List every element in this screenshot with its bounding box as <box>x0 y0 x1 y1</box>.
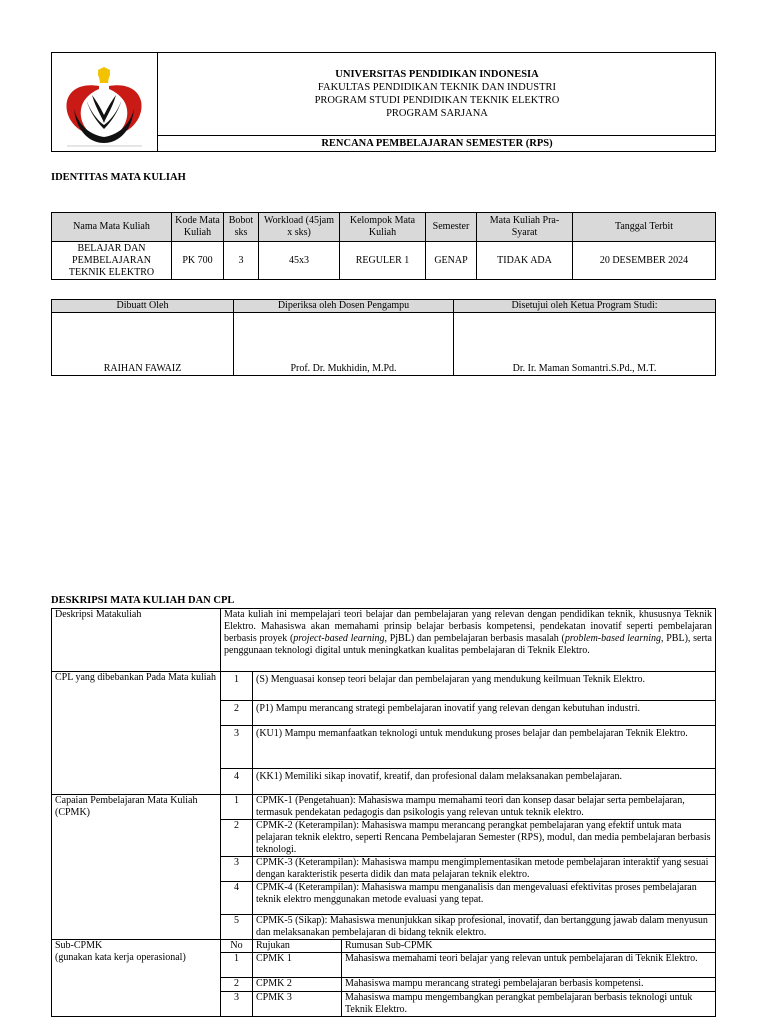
cpmk-number: 3 <box>221 857 253 882</box>
identity-section-title: IDENTITAS MATA KULIAH <box>51 172 186 183</box>
approval-signature-row <box>52 313 716 376</box>
cpmk-label: Capaian Pembelajaran Mata Kuliah (CPMK) <box>52 795 221 940</box>
identity-header-row <box>52 213 716 242</box>
description-part: , PBL), serta penggunaan teknologi digital untuk meningkatkan kualitas pembelajaran di Teknik Elektro. <box>224 633 712 656</box>
cpl-row <box>52 672 716 701</box>
sub-cpmk-number: 3 <box>221 992 253 1017</box>
program-name: PROGRAM STUDI PENDIDIKAN TEKNIK ELEKTRO <box>314 95 560 106</box>
identity-table <box>51 212 716 280</box>
sub-cpmk-label-line: Sub-CPMK <box>55 940 103 951</box>
identity-header-cell: Tanggal Terbit <box>573 213 716 242</box>
sub-cpmk-text: Mahasiswa mampu merancang strategi pembelajaran berbasis kompetensi. <box>342 978 716 992</box>
identity-value-row <box>52 242 716 280</box>
sub-cpmk-text: Mahasiswa memahami teori belajar yang relevan untuk pembelajaran di Teknik Elektro. <box>342 953 716 978</box>
header-divider <box>157 135 716 136</box>
approval-header-cell: Dibuatt Oleh <box>52 300 234 313</box>
identity-header-cell: Nama Mata Kuliah <box>52 213 172 242</box>
cpmk-text: CPMK-3 (Keterampilan): Mahasiswa mampu mengimplementasikan metode pembelajaran interaktif yang sesuai dengan karakteristik peserta didik dan mata pelajaran teknik elektro. <box>253 857 716 882</box>
sub-cpmk-reference: CPMK 1 <box>253 953 342 978</box>
cpmk-number: 1 <box>221 795 253 820</box>
sub-cpmk-label <box>52 940 221 1017</box>
sub-cpmk-header-cell: Rujukan <box>253 940 342 953</box>
cpl-label: CPL yang dibebankan Pada Mata kuliah <box>52 672 221 795</box>
sub-cpmk-label-hint: (gunakan kata kerja operasional) <box>55 952 186 963</box>
cpmk-text: CPMK-1 (Pengetahuan): Mahasiswa mampu memahami teori dan konsep dasar belajar serta pembelajaran, termasuk pendekatan pedagogis dan psikologis yang relevan untuk teknik elektro. <box>253 795 716 820</box>
identity-header-cell: Mata Kuliah Pra-Syarat <box>477 213 573 242</box>
cpmk-text: CPMK-2 (Keterampilan): Mahasiswa mampu merancang perangkat pembelajaran yang efektif untuk mata pelajaran teknik elektro, seperti Rencana Pembelajaran Semester (RPS), modul, dan media pembelajaran berbasis teknologi. <box>253 820 716 857</box>
identity-header-cell: Workload (45jam x sks) <box>259 213 340 242</box>
identity-header-cell: Semester <box>426 213 477 242</box>
lecturer-name: Prof. Dr. Mukhidin, M.Pd. <box>234 313 454 376</box>
head-of-program-name: Dr. Ir. Maman Somantri.S.Pd., M.T. <box>454 313 716 376</box>
university-name: UNIVERSITAS PENDIDIKAN INDONESIA <box>335 69 539 80</box>
description-table <box>51 608 716 1017</box>
logo-cell <box>52 53 158 151</box>
cpl-text: (KK1) Memiliki sikap inovatif, kreatif, dan profesional dalam melaksanakan pembelajaran. <box>253 769 716 795</box>
course-name: BELAJAR DAN PEMBELAJARAN TEKNIK ELEKTRO <box>52 242 172 280</box>
description-section-title: DESKRIPSI MATA KULIAH DAN CPL <box>51 595 235 606</box>
sub-cpmk-reference: CPMK 2 <box>253 978 342 992</box>
course-code: PK 700 <box>172 242 224 280</box>
identity-header-cell: Kelompok Mata Kuliah <box>340 213 426 242</box>
cpl-number: 3 <box>221 726 253 769</box>
sub-cpmk-header-cell: No <box>221 940 253 953</box>
cpl-text: (KU1) Mampu memanfaatkan teknologi untuk mendukung proses belajar dan pembelajaran Teknik Elektro. <box>253 726 716 769</box>
sub-cpmk-number: 1 <box>221 953 253 978</box>
description-part: , PjBL) dan pembelajaran berbasis masalah ( <box>384 633 565 644</box>
prerequisite: TIDAK ADA <box>477 242 573 280</box>
cpl-text: (S) Menguasai konsep teori belajar dan pembelajaran yang mendukung keilmuan Teknik Elektro. <box>253 672 716 701</box>
sub-cpmk-reference: CPMK 3 <box>253 992 342 1017</box>
description-row <box>52 609 716 672</box>
cpmk-text: CPMK-4 (Keterampilan): Mahasiswa mampu menganalisis dan mengevaluasi efektivitas proses pembelajaran teknik elektro menggunakan metode evaluasi yang tepat. <box>253 882 716 915</box>
description-emphasis: problem-based learning <box>564 633 662 644</box>
author-name: RAIHAN FAWAIZ <box>52 313 234 376</box>
approval-header-cell: Diperiksa oleh Dosen Pengampu <box>234 300 454 313</box>
description-emphasis: project-based learning <box>293 633 385 644</box>
cpl-number: 2 <box>221 701 253 726</box>
description-text <box>221 609 716 672</box>
university-logo <box>52 53 157 151</box>
workload: 45x3 <box>259 242 340 280</box>
description-part: Mata kuliah ini mempelajari teori belajar dan pembelajaran yang relevan dengan pendidikan teknik, khususnya Teknik Elektro. Mahasiswa akan memahami prinsip belajar berbasis kompetensi, pendekatan inovatif seperti pembelajaran berbasis proyek ( <box>224 609 712 644</box>
header-text <box>158 68 716 120</box>
cpl-number: 4 <box>221 769 253 795</box>
cpmk-row <box>52 795 716 820</box>
header-box <box>51 52 716 152</box>
approval-header-cell: Disetujui oleh Ketua Program Studi: <box>454 300 716 313</box>
sub-cpmk-text: Mahasiswa mampu mengembangkan perangkat pembelajaran berbasis teknologi untuk Teknik Elektro. <box>342 992 716 1017</box>
cpl-number: 1 <box>221 672 253 701</box>
identity-header-cell: Bobot sks <box>224 213 259 242</box>
sub-cpmk-header-row <box>52 940 716 953</box>
semester: GENAP <box>426 242 477 280</box>
cpmk-number: 5 <box>221 915 253 940</box>
program-level: PROGRAM SARJANA <box>386 108 488 119</box>
cpmk-number: 2 <box>221 820 253 857</box>
sub-cpmk-header-cell: Rumusan Sub-CPMK <box>342 940 716 953</box>
cpmk-number: 4 <box>221 882 253 915</box>
sub-cpmk-number: 2 <box>221 978 253 992</box>
faculty-name: FAKULTAS PENDIDIKAN TEKNIK DAN INDUSTRI <box>317 82 557 93</box>
approval-header-row <box>52 300 716 313</box>
cpl-text: (P1) Mampu merancang strategi pembelajaran inovatif yang relevan dengan kebutuhan industri. <box>253 701 716 726</box>
credit-weight: 3 <box>224 242 259 280</box>
document-title: RENCANA PEMBELAJARAN SEMESTER (RPS) <box>321 138 553 149</box>
publish-date: 20 DESEMBER 2024 <box>573 242 716 280</box>
identity-header-cell: Kode Mata Kuliah <box>172 213 224 242</box>
cpmk-text: CPMK-5 (Sikap): Mahasiswa menunjukkan sikap profesional, inovatif, dan bertanggung jawab dalam menyusun dan melaksanakan pembelajaran di bidang teknik elektro. <box>253 915 716 940</box>
description-label: Deskripsi Matakuliah <box>52 609 221 672</box>
approval-table <box>51 299 716 376</box>
course-group: REGULER 1 <box>340 242 426 280</box>
